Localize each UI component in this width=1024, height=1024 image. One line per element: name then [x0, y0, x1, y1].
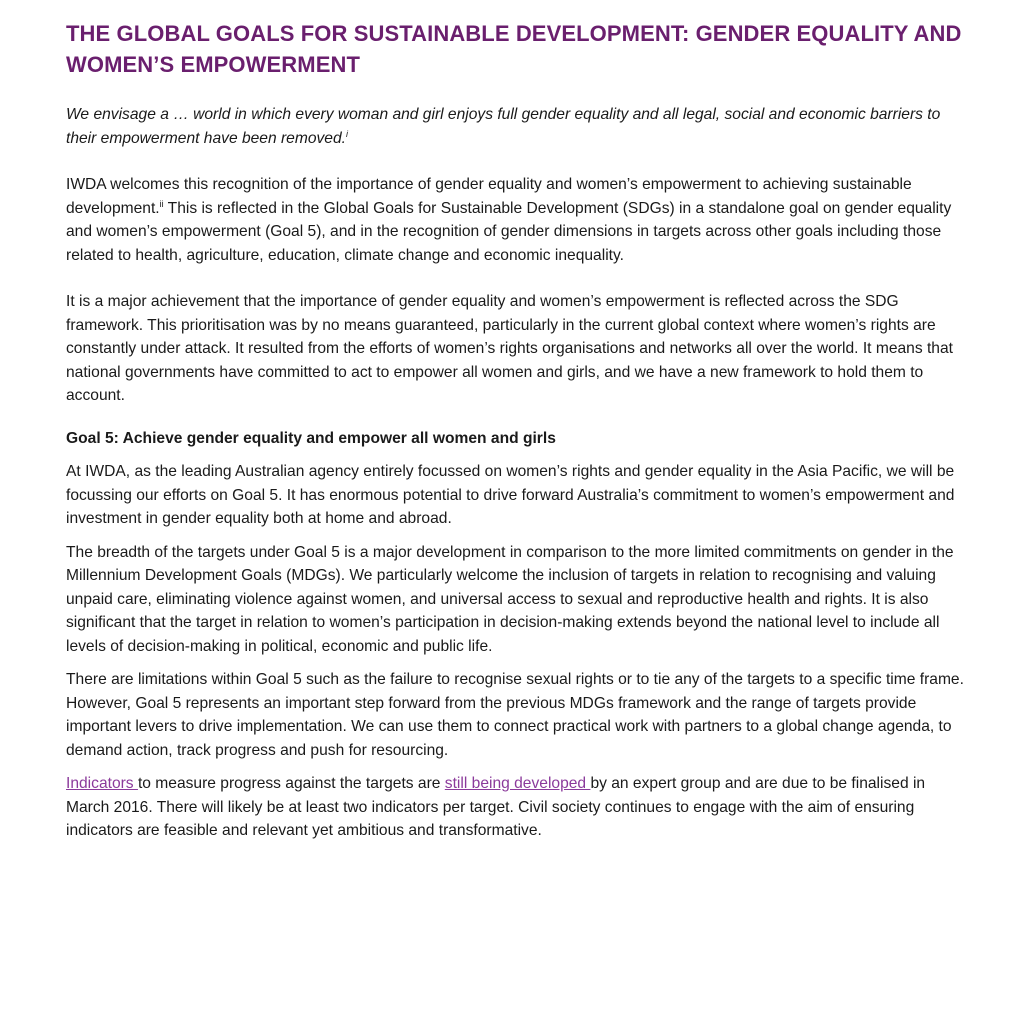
opening-quote	[66, 103, 966, 150]
goal5-paragraph-1: At IWDA, as the leading Australian agency entirely focussed on women’s rights and gender equality in the Asia Pacific, we will be focussing our efforts on Goal 5. It has enormous potential to drive forward Australia’s commitment to women’s empowerment and investment in gender equality both at home and abroad.	[66, 463, 955, 527]
intro-paragraph	[66, 173, 966, 267]
achievement-paragraph: It is a major achievement that the importance of gender equality and women’s empowerment is reflected across the SDG framework. This prioritisation was by no means guaranteed, particularly in the current global context where women’s rights are constantly under attack. It resulted from the efforts of women’s rights organisations and networks all over the world. It means that national governments have committed to act to empower all women and girls, and we have a new framework to hold them to account.	[66, 293, 953, 404]
intro-text-part1: IWDA welcomes this recognition of the importance of gender equality and women’s empowerment to achieving sustainable development.	[66, 176, 912, 217]
quote-text: We envisage a … world in which every woman and girl enjoys full gender equality and all legal, social and economic barriers to their empowerment have been removed.	[66, 106, 941, 147]
still-being-developed-link[interactable]: still being developed	[444, 775, 591, 792]
indicators-text-1: to measure progress against the targets are	[137, 775, 445, 792]
indicators-text-2: by an expert group and are due to be finalised in March 2016. There will likely be at least two indicators per target. Civil society continues to engage with the aim of ensuring indicators are feasible and relevant yet ambitious and transformative.	[66, 775, 926, 839]
goal5-paragraph-3: There are limitations within Goal 5 such as the failure to recognise sexual rights or to tie any of the targets to a specific time frame. However, Goal 5 represents an important step forward from the previous MDGs framework and the range of targets provide important levers to drive implementation. We can use them to connect practical work with partners to a global change agenda, to demand action, track progress and push for resourcing.	[66, 671, 964, 759]
document-page	[66, 18, 966, 843]
footnote-marker-ii: ii	[159, 198, 164, 209]
intro-text-part2: This is reflected in the Global Goals for Sustainable Development (SDGs) in a standalone goal on gender equality and women’s empowerment (Goal 5), and in the recognition of gender dimensions in targets across other goals including those related to health, agriculture, education, climate change and economic inequality.	[66, 199, 952, 264]
indicators-link[interactable]: Indicators	[66, 775, 138, 792]
indicators-paragraph	[66, 772, 966, 843]
page-title: THE GLOBAL GOALS FOR SUSTAINABLE DEVELOPMENT: GENDER EQUALITY AND WOMEN’S EMPOWERMENT	[66, 21, 962, 77]
goal5-heading: Goal 5: Achieve gender equality and empower all women and girls	[66, 429, 556, 447]
goal5-paragraph-2: The breadth of the targets under Goal 5 is a major development in comparison to the more limited commitments on gender in the Millennium Development Goals (MDGs). We particularly welcome the inclusion of targets in relation to recognising and valuing unpaid care, eliminating violence against women, and universal access to sexual and reproductive health and rights. It is also significant that the target in relation to women’s participation in decision-making extends beyond the national level to include all levels of decision-making in political, economic and public life.	[66, 543, 954, 655]
footnote-marker-i: i	[345, 128, 348, 139]
